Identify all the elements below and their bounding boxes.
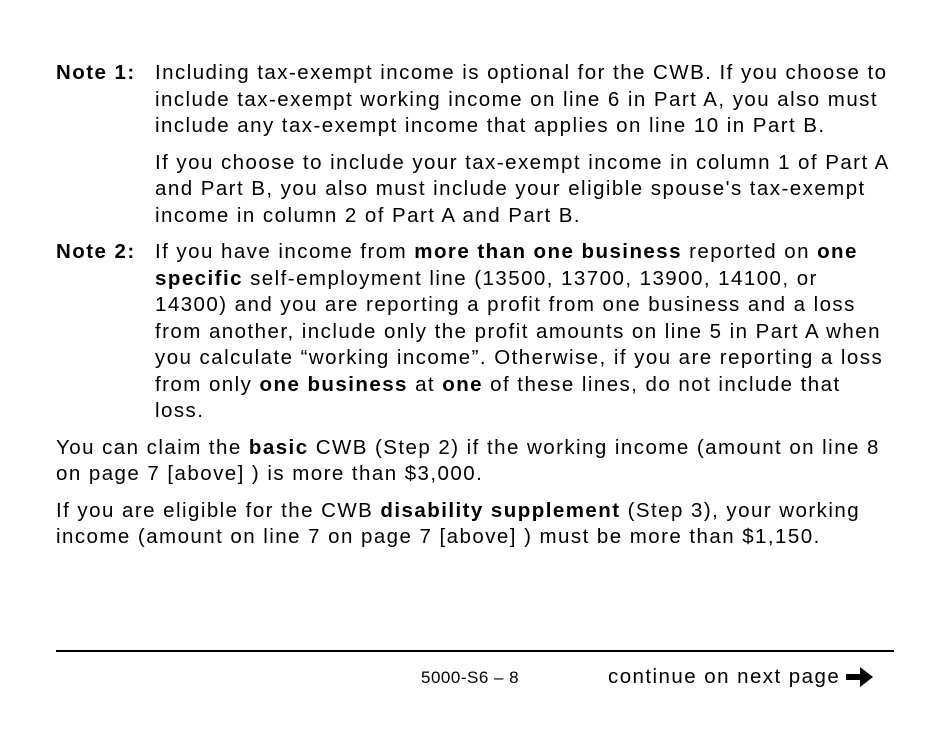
note-2-text-3: self-employment line (13500, 13700, 13900, 14100, or 14300) and you are reporting a profit from one business and a loss from another, include only the profit amounts on line 5 in Part A when you calculate “working income”. Otherwise, if you are reporting a loss from only [155, 266, 884, 396]
note-2-body [155, 239, 896, 425]
right-arrow-icon [846, 666, 874, 688]
note-2-text-1: If you have income from [155, 240, 415, 263]
form-page-code: 5000-S6 – 8 [421, 668, 520, 687]
note-1-paragraph-2: If you choose to include your tax-exempt income in column 1 of Part A and Part B, you also must include your eligible spouse's tax-exempt income in column 2 of Part A and Part B. [155, 150, 889, 227]
disability-text-1: If you are eligible for the CWB [56, 498, 381, 522]
note-2-bold-3: one business [259, 372, 408, 396]
basic-text-2: CWB (Step 2) if the working income (amount on line 8 on page 7 [above] ) is more than $3,000. [56, 435, 880, 485]
page-content [56, 60, 896, 561]
disability-text-2: (Step 3), your working income (amount on line 7 on page 7 [above] ) must be more than $1,150. [56, 498, 861, 548]
footer-divider [56, 650, 894, 652]
continue-text: continue on next page [608, 665, 841, 688]
note-1-paragraph-1: Including tax-exempt income is optional for the CWB. If you choose to include tax-exempt working income on line 6 in Part A, you also must include any tax-exempt income that applies on line 10 in Part B. [155, 61, 888, 137]
basic-bold: basic [248, 435, 309, 459]
note-1 [56, 60, 896, 229]
note-1-body [155, 60, 896, 229]
note-2-bold-4: one [442, 372, 484, 396]
note-2 [56, 239, 896, 425]
disability-supplement-paragraph [56, 498, 896, 551]
note-1-label: Note 1: [56, 61, 136, 84]
note-2-text-2: reported on [681, 240, 818, 263]
note-2-text-5: of these lines, do not include that loss. [155, 372, 841, 422]
basic-cwb-paragraph [56, 435, 896, 488]
note-2-label: Note 2: [56, 240, 136, 263]
note-2-text-4: at [407, 372, 443, 396]
note-2-bold-2: one specific [155, 240, 858, 290]
basic-text-1: You can claim the [56, 435, 249, 459]
continue-next-page [608, 665, 874, 689]
note-2-bold-1: more than one business [414, 240, 682, 263]
note-2-paragraph [155, 239, 896, 425]
disability-bold: disability supplement [380, 498, 621, 522]
